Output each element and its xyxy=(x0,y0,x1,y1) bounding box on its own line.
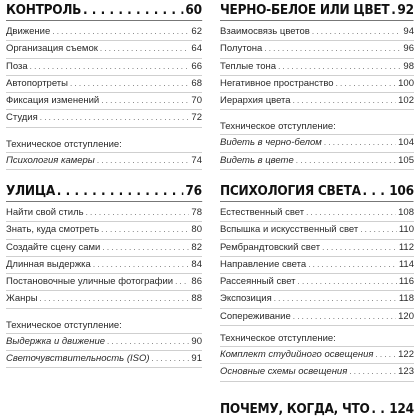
section-heading[interactable] xyxy=(220,401,414,419)
dot-leader xyxy=(102,240,189,256)
dot-leader xyxy=(274,291,397,307)
entry-page-number: 66 xyxy=(191,60,202,72)
dot-leader xyxy=(360,222,397,238)
entry-page-number: 118 xyxy=(398,293,414,305)
toc-entry[interactable] xyxy=(6,110,202,127)
entry-page-number: 74 xyxy=(191,154,202,166)
entry-title: Негативное пространство xyxy=(220,77,334,89)
toc-entry[interactable] xyxy=(220,41,414,58)
toc-section xyxy=(6,2,202,170)
toc-entry[interactable] xyxy=(6,222,202,239)
toc-entry[interactable] xyxy=(6,76,202,93)
entry-list xyxy=(220,24,414,170)
entry-page-number: 110 xyxy=(398,224,414,236)
section-page-number: 92 xyxy=(397,2,414,18)
entry-title: Вспышка и искусственный свет xyxy=(220,224,359,236)
dot-leader xyxy=(298,274,397,290)
section-page-number: 60 xyxy=(185,2,202,18)
entry-title: Организация съемок xyxy=(6,43,98,55)
dot-leader xyxy=(107,334,189,350)
dot-leader xyxy=(391,2,395,18)
toc-entry[interactable] xyxy=(220,135,414,152)
entry-page-number: 68 xyxy=(191,77,202,89)
entry-list xyxy=(6,24,202,170)
entry-page-number: 104 xyxy=(398,137,414,149)
entry-title: Видеть в цвете xyxy=(220,154,294,166)
dot-leader xyxy=(30,59,190,75)
toc-entry[interactable] xyxy=(6,351,202,368)
section-title: УЛИЦА xyxy=(6,183,55,199)
entry-page-number: 120 xyxy=(398,310,414,322)
dot-leader xyxy=(100,41,190,57)
section-page-number: 106 xyxy=(389,183,414,199)
entry-title: Полутона xyxy=(220,43,263,55)
entry-page-number: 112 xyxy=(398,241,414,253)
dot-leader xyxy=(97,153,190,169)
section-title: ПСИХОЛОГИЯ СВЕТА xyxy=(220,183,361,199)
dot-leader xyxy=(83,2,184,18)
dot-leader xyxy=(86,205,190,221)
toc-entry[interactable] xyxy=(6,41,202,58)
entry-title: Психология камеры xyxy=(6,154,95,166)
entry-page-number: 96 xyxy=(403,43,414,55)
dot-leader xyxy=(57,183,184,199)
dot-leader xyxy=(308,257,397,273)
toc-entry[interactable] xyxy=(6,93,202,110)
entry-title: Видеть в черно-белом xyxy=(220,137,322,149)
entry-title: Естественный свет xyxy=(220,207,305,218)
entry-title: Выдержка и движение xyxy=(6,335,106,347)
toc-entry[interactable] xyxy=(6,334,202,351)
entry-page-number: 105 xyxy=(398,154,414,166)
dot-leader xyxy=(296,153,396,169)
entry-title: Теплые тона xyxy=(220,60,277,72)
section-heading[interactable] xyxy=(220,183,414,202)
dot-leader xyxy=(336,76,397,92)
toc-entry[interactable] xyxy=(220,274,414,291)
entry-title: Движение xyxy=(6,26,51,37)
dot-leader xyxy=(322,240,397,256)
toc-entry[interactable] xyxy=(220,309,414,326)
entry-list xyxy=(6,205,202,368)
toc-entry[interactable] xyxy=(220,240,414,257)
dot-leader xyxy=(52,24,189,40)
entry-title: Рассеянный свет xyxy=(220,276,296,288)
dot-leader xyxy=(293,309,396,325)
entry-page-number: 64 xyxy=(191,43,202,55)
entry-title: Поза xyxy=(6,60,28,72)
digression-label: Техническое отступление: xyxy=(220,120,414,135)
dot-leader xyxy=(101,93,189,109)
entry-page-number: 114 xyxy=(398,258,414,270)
toc-entry[interactable] xyxy=(6,24,202,41)
entry-page-number: 80 xyxy=(191,224,202,236)
entry-page-number: 72 xyxy=(191,112,202,124)
toc-entry[interactable] xyxy=(6,59,202,76)
toc-entry[interactable] xyxy=(220,347,414,364)
entry-title: Иерархия цвета xyxy=(220,95,291,107)
toc-entry[interactable] xyxy=(6,240,202,257)
entry-page-number: 94 xyxy=(403,26,414,37)
toc-entry[interactable] xyxy=(6,291,202,308)
dot-leader xyxy=(175,274,189,290)
dot-leader xyxy=(324,135,396,151)
dot-leader xyxy=(101,222,189,238)
dot-leader xyxy=(93,257,190,273)
dot-leader xyxy=(371,401,387,417)
entry-title: Найти свой стиль xyxy=(6,207,84,218)
dot-leader xyxy=(40,291,190,307)
dot-leader xyxy=(312,24,402,40)
toc-entry[interactable] xyxy=(6,274,202,291)
toc-entry[interactable] xyxy=(220,93,414,110)
entry-title: Студия xyxy=(6,112,38,124)
entry-title: Комплект студийного освещения xyxy=(220,349,374,361)
toc-entry[interactable] xyxy=(220,364,414,381)
section-heading[interactable] xyxy=(6,2,202,21)
toc-entry[interactable] xyxy=(220,153,414,170)
entry-title: Фиксация изменений xyxy=(6,95,100,107)
section-page-number: 124 xyxy=(389,401,414,417)
entry-page-number: 98 xyxy=(403,60,414,72)
section-title: ПОЧЕМУ, КОГДА, ЧТО xyxy=(220,401,370,417)
section-heading[interactable] xyxy=(6,183,202,202)
entry-title: Экспозиция xyxy=(220,293,272,305)
digression-label: Техническое отступление: xyxy=(6,319,202,334)
toc-entry[interactable] xyxy=(220,59,414,76)
entry-title: Жанры xyxy=(6,293,38,305)
entry-page-number: 91 xyxy=(191,353,202,365)
entry-page-number: 100 xyxy=(398,77,414,89)
entry-title: Направление света xyxy=(220,258,307,270)
toc-entry[interactable] xyxy=(220,222,414,239)
entry-page-number: 102 xyxy=(398,95,414,107)
toc-entry[interactable] xyxy=(220,24,414,41)
entry-list xyxy=(220,205,414,382)
toc-entry[interactable] xyxy=(6,153,202,170)
digression-label: Техническое отступление: xyxy=(220,332,414,347)
toc-section xyxy=(220,183,414,382)
toc-entry[interactable] xyxy=(6,205,202,222)
dot-leader xyxy=(375,347,396,363)
dot-leader xyxy=(278,59,401,75)
entry-page-number: 108 xyxy=(398,207,414,218)
dot-leader xyxy=(152,351,190,367)
digression-label: Техническое отступление: xyxy=(6,138,202,153)
toc-section xyxy=(6,183,202,368)
dot-leader xyxy=(306,205,396,221)
entry-page-number: 86 xyxy=(191,276,202,288)
section-heading[interactable] xyxy=(220,2,414,21)
dot-leader xyxy=(349,364,396,380)
entry-page-number: 84 xyxy=(191,258,202,270)
entry-title: Создайте сцену сами xyxy=(6,241,101,253)
toc-section xyxy=(220,401,414,419)
entry-title: Взаимосвязь цветов xyxy=(220,26,310,37)
toc-entry[interactable] xyxy=(220,76,414,93)
toc-entry[interactable] xyxy=(220,205,414,222)
toc-entry[interactable] xyxy=(220,291,414,308)
dot-leader xyxy=(264,41,401,57)
entry-page-number: 116 xyxy=(398,276,414,288)
section-title: КОНТРОЛЬ xyxy=(6,2,82,18)
entry-title: Автопортреты xyxy=(6,77,68,89)
entry-title: Длинная выдержка xyxy=(6,258,91,270)
dot-leader xyxy=(293,93,397,109)
entry-title: Знать, куда смотреть xyxy=(6,224,100,236)
dot-leader xyxy=(70,76,189,92)
section-page-number: 76 xyxy=(185,183,202,199)
toc-section xyxy=(220,2,414,170)
toc-entry[interactable] xyxy=(220,257,414,274)
entry-page-number: 70 xyxy=(191,95,202,107)
entry-title: Сопереживание xyxy=(220,310,291,322)
entry-page-number: 90 xyxy=(191,335,202,347)
entry-page-number: 88 xyxy=(191,293,202,305)
entry-title: Рембрандтовский свет xyxy=(220,241,321,253)
dot-leader xyxy=(363,183,388,199)
entry-page-number: 78 xyxy=(191,207,202,218)
dot-leader xyxy=(40,110,190,126)
entry-page-number: 62 xyxy=(191,26,202,37)
entry-page-number: 82 xyxy=(191,241,202,253)
entry-title: Основные схемы освещения xyxy=(220,366,348,378)
toc-entry[interactable] xyxy=(6,257,202,274)
entry-page-number: 122 xyxy=(398,349,414,361)
entry-title: Постановочные уличные фотографии xyxy=(6,276,174,288)
entry-title: Светочувствительность (ISO) xyxy=(6,353,150,365)
section-title: ЧЕРНО-БЕЛОЕ ИЛИ ЦВЕТ xyxy=(220,2,390,18)
entry-page-number: 123 xyxy=(398,366,414,378)
